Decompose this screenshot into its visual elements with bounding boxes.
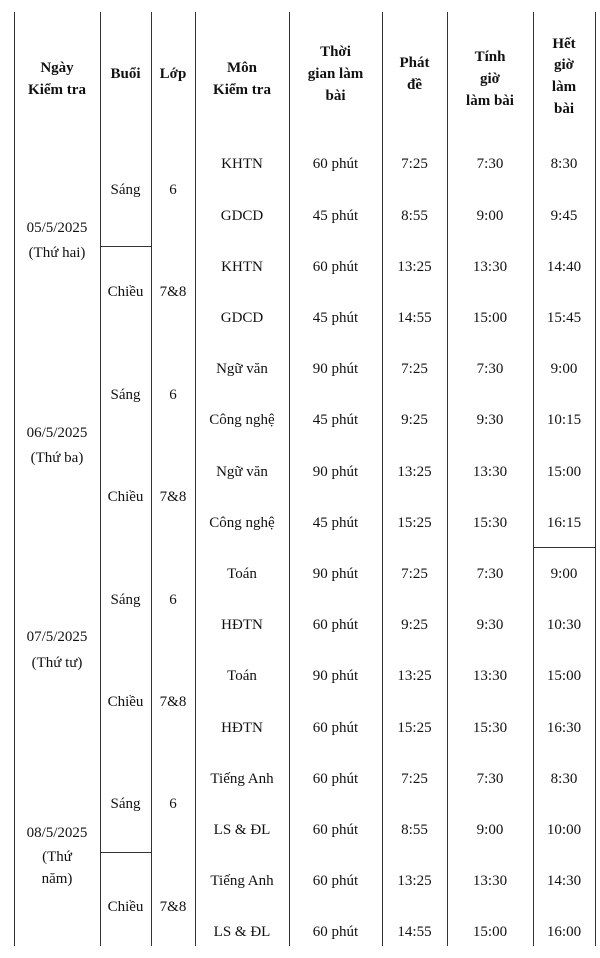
session-grade: 7&8 — [159, 489, 187, 506]
session-grade: 6 — [169, 386, 177, 403]
cell-hand-out: 8:55 — [401, 821, 428, 838]
cell-hand-out: 7:25 — [401, 770, 428, 787]
header-hand-out: Phát đề — [399, 55, 430, 93]
cell-subject: GDCD — [220, 207, 264, 224]
session-grade: 6 — [169, 796, 177, 813]
cell-hand-out: 9:25 — [401, 617, 428, 634]
cell-start: 13:30 — [472, 463, 508, 480]
cell-subject: Công nghệ — [209, 514, 275, 531]
session-grade: 7&8 — [159, 898, 187, 915]
cell-start: 7:30 — [476, 565, 504, 582]
cell-start: 7:30 — [476, 770, 504, 787]
cell-end: 15:45 — [546, 309, 582, 326]
cell-duration: 90 phút — [312, 463, 359, 480]
cell-duration: 60 phút — [312, 821, 359, 838]
session-grade: 6 — [169, 591, 177, 608]
cell-end: 8:30 — [550, 156, 578, 173]
session-grade: 7&8 — [159, 284, 187, 301]
cell-end: 15:00 — [546, 668, 582, 685]
cell-end: 10:30 — [546, 617, 582, 634]
cell-duration: 60 phút — [312, 258, 359, 275]
cell-start: 13:30 — [472, 258, 508, 275]
cell-subject: Ngữ văn — [216, 463, 268, 480]
cell-subject: KHTN — [221, 258, 263, 275]
exam-weekday: (Thứ hai) — [28, 245, 86, 262]
cell-duration: 90 phút — [312, 668, 359, 685]
exam-date-cell — [14, 549, 100, 754]
session-name: Sáng — [110, 796, 141, 813]
cell-end: 10:15 — [546, 412, 582, 429]
cell-end: 9:45 — [550, 207, 578, 224]
cell-hand-out: 7:25 — [401, 361, 428, 378]
cell-end: 9:00 — [550, 361, 578, 378]
session-name: Chiều — [107, 489, 144, 506]
cell-end: 14:40 — [546, 258, 582, 275]
exam-weekday: (Thứ tư) — [31, 654, 83, 671]
cell-subject: KHTN — [221, 156, 263, 173]
cell-end: 16:00 — [546, 924, 582, 941]
cell-subject: Toán — [227, 668, 257, 685]
session-name: Sáng — [110, 181, 141, 198]
cell-subject: Công nghệ — [209, 412, 275, 429]
cell-subject: GDCD — [220, 309, 264, 326]
cell-duration: 45 phút — [312, 412, 359, 429]
cell-end: 15:00 — [546, 463, 582, 480]
cell-start: 13:30 — [472, 873, 508, 890]
cell-hand-out: 9:25 — [401, 412, 428, 429]
exam-date-cell — [14, 344, 100, 549]
cell-hand-out: 15:25 — [397, 514, 432, 531]
header-date: Ngày Kiểm tra — [28, 60, 86, 98]
cell-duration: 60 phút — [312, 617, 359, 634]
cell-start: 9:30 — [476, 412, 504, 429]
session-grade: 6 — [169, 181, 177, 198]
session-name: Chiều — [107, 693, 144, 710]
cell-hand-out: 8:55 — [401, 207, 428, 224]
cell-start: 7:30 — [476, 361, 504, 378]
cell-hand-out: 13:25 — [397, 668, 432, 685]
cell-end: 16:30 — [546, 719, 582, 736]
cell-end: 10:00 — [546, 821, 582, 838]
cell-subject: Tiếng Anh — [210, 770, 274, 787]
cell-start: 9:00 — [476, 821, 504, 838]
session-grade: 7&8 — [159, 693, 187, 710]
cell-start: 7:30 — [476, 156, 504, 173]
cell-duration: 45 phút — [312, 207, 359, 224]
exam-date: 05/5/2025 — [26, 219, 88, 236]
cell-duration: 60 phút — [312, 770, 359, 787]
cell-start: 15:30 — [472, 719, 508, 736]
cell-subject: Tiếng Anh — [210, 873, 274, 890]
header-subject: Môn Kiểm tra — [213, 60, 271, 98]
cell-hand-out: 13:25 — [397, 258, 432, 275]
session-name: Sáng — [110, 386, 141, 403]
header-session: Buổi — [110, 66, 141, 83]
cell-duration: 45 phút — [312, 514, 359, 531]
cell-duration: 45 phút — [312, 309, 359, 326]
cell-subject: LS & ĐL — [213, 924, 271, 941]
header-start-time: Tính giờ làm bài — [466, 49, 514, 109]
cell-hand-out: 7:25 — [401, 565, 428, 582]
cell-subject: Ngữ văn — [216, 361, 268, 378]
cell-hand-out: 15:25 — [397, 719, 432, 736]
cell-duration: 60 phút — [312, 156, 359, 173]
cell-start: 9:30 — [476, 617, 504, 634]
header-duration: Thời gian làm bài — [307, 44, 364, 104]
cell-hand-out: 13:25 — [397, 463, 432, 480]
exam-weekday: (Thứ năm) — [41, 848, 73, 887]
exam-weekday: (Thứ ba) — [30, 450, 84, 467]
exam-date-cell — [14, 753, 100, 958]
cell-hand-out: 7:25 — [401, 156, 428, 173]
cell-duration: 60 phút — [312, 719, 359, 736]
cell-subject: LS & ĐL — [213, 821, 271, 838]
exam-date: 06/5/2025 — [26, 424, 88, 441]
cell-subject: HĐTN — [221, 719, 263, 736]
session-name: Chiều — [107, 898, 144, 915]
cell-end: 16:15 — [546, 514, 582, 531]
cell-hand-out: 14:55 — [397, 309, 432, 326]
exam-date: 08/5/2025 — [26, 825, 88, 842]
session-name: Chiều — [107, 284, 144, 301]
cell-duration: 60 phút — [312, 873, 359, 890]
header-grade: Lớp — [159, 66, 187, 83]
cell-end: 8:30 — [550, 770, 578, 787]
session-name: Sáng — [110, 591, 141, 608]
exam-date: 07/5/2025 — [26, 629, 88, 646]
cell-start: 15:00 — [472, 924, 508, 941]
header-end-time: Hết giờ làm bài — [551, 35, 577, 117]
cell-end: 9:00 — [550, 565, 578, 582]
cell-subject: HĐTN — [221, 617, 263, 634]
cell-end: 14:30 — [546, 873, 582, 890]
cell-start: 15:00 — [472, 309, 508, 326]
exam-date-cell — [14, 139, 100, 344]
cell-start: 13:30 — [472, 668, 508, 685]
cell-subject: Toán — [227, 565, 257, 582]
cell-duration: 90 phút — [312, 361, 359, 378]
cell-duration: 60 phút — [312, 924, 359, 941]
cell-hand-out: 14:55 — [397, 924, 432, 941]
cell-start: 9:00 — [476, 207, 504, 224]
cell-start: 15:30 — [472, 514, 508, 531]
cell-hand-out: 13:25 — [397, 873, 432, 890]
cell-duration: 90 phút — [312, 565, 359, 582]
